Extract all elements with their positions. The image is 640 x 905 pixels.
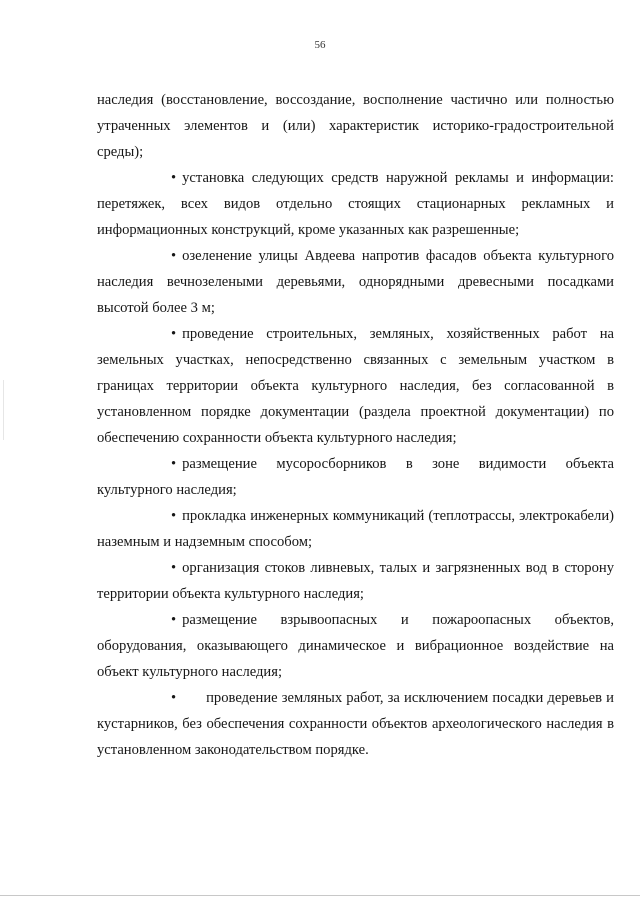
list-item-hazardous-objects: [97, 607, 614, 685]
bullet-icon: •: [171, 326, 177, 342]
paragraph-text: прокладка инженерных коммуникаций (теплотрассы, электрокабели) наземным и надземным способом;: [97, 508, 614, 550]
paragraph-text: проведение земляных работ, за исключением посадки деревьев и кустарников, без обеспечения сохранности объектов археологического наследия в установленном законодательством порядке.: [97, 690, 614, 758]
list-item-utilities: [97, 503, 614, 555]
paragraph-text: установка следующих средств наружной рекламы и информации: перетяжек, всех видов отдельно стоящих стационарных рекламных и информационных конструкций, кроме указанных как разрешенные;: [97, 170, 614, 238]
paragraph-text: проведение строительных, земляных, хозяйственных работ на земельных участках, непосредственно связанных с земельным участком в границах территории объекта культурного наследия, без согласованной в установленном порядке документации (раздела проектной документации) по обеспечению сохранности объекта культурного наследия;: [97, 326, 614, 446]
bottom-rule: [0, 895, 640, 896]
page-number: 56: [314, 39, 326, 51]
scan-artifact: [3, 380, 4, 440]
bullet-icon: •: [171, 612, 177, 628]
paragraph-text: размещение взрывоопасных и пожароопасных объектов, оборудования, оказывающего динамическое и вибрационное воздействие на объект культурного наследия;: [97, 612, 614, 680]
document-body: [97, 87, 614, 763]
paragraph-text: озеленение улицы Авдеева напротив фасадов объекта культурного наследия вечнозелеными деревьями, однорядными древесными посадками высотой более 3 м;: [97, 248, 614, 316]
bullet-icon: •: [171, 560, 177, 576]
bullet-icon: •: [171, 248, 177, 264]
paragraph-continuation: [97, 87, 614, 165]
list-item-drainage: [97, 555, 614, 607]
paragraph-text: размещение мусоросборников в зоне видимости объекта культурного наследия;: [97, 456, 614, 498]
list-item-construction: [97, 321, 614, 451]
paragraph-text: организация стоков ливневых, талых и загрязненных вод в сторону территории объекта культурного наследия;: [97, 560, 614, 602]
list-item-earthworks: [97, 685, 614, 763]
bullet-icon: •: [171, 508, 177, 524]
list-item-greening: [97, 243, 614, 321]
bullet-icon: •: [171, 456, 177, 472]
bullet-icon: •: [171, 170, 177, 186]
list-item-advertising: [97, 165, 614, 243]
list-item-waste-bins: [97, 451, 614, 503]
paragraph-text: наследия (восстановление, воссоздание, восполнение частично или полностью утраченных элементов и (или) характеристик историко-градостроительной среды);: [97, 92, 614, 160]
bullet-icon: •: [171, 690, 177, 706]
